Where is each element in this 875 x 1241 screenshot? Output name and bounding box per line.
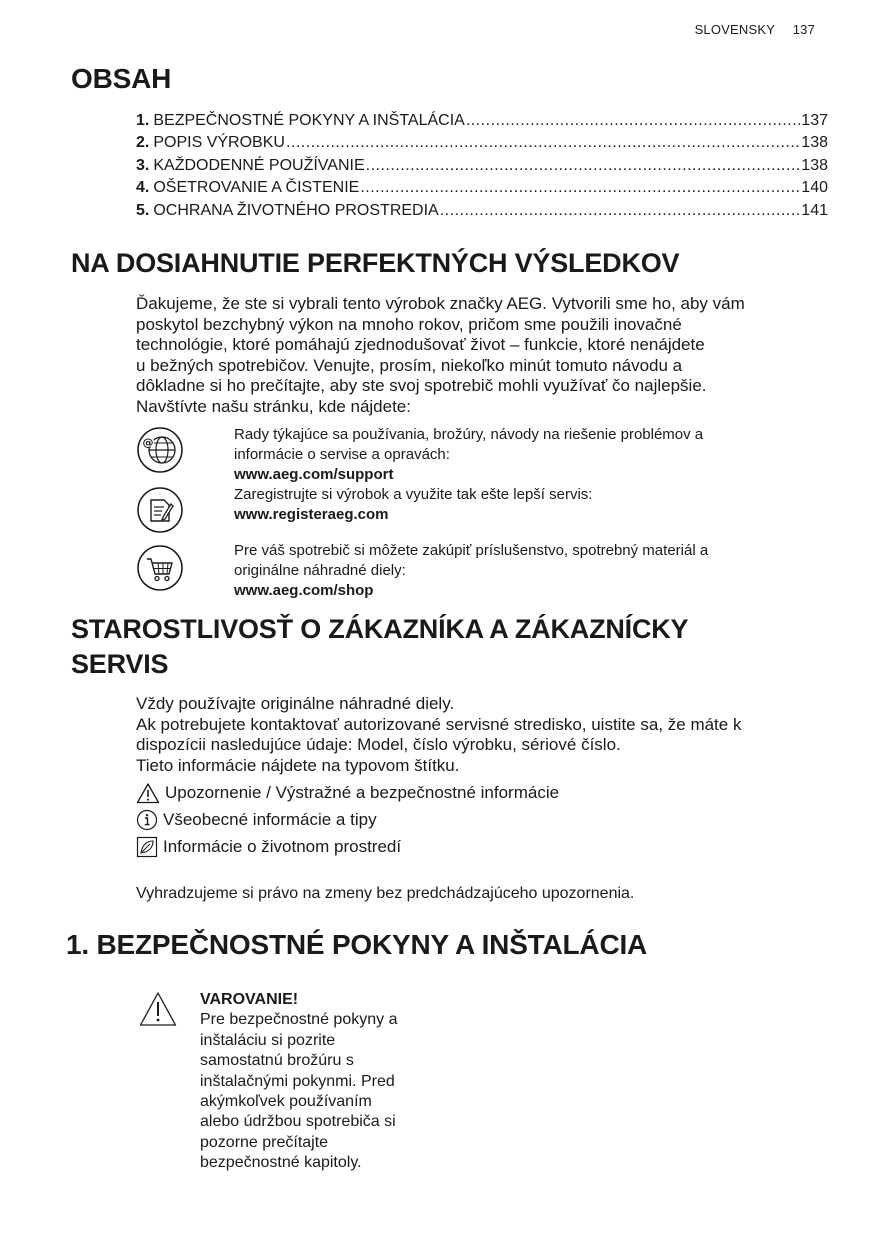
toc-item-number: 5.: [136, 201, 150, 219]
register-document-icon: [136, 486, 184, 534]
shop-link[interactable]: www.aeg.com/shop: [234, 582, 374, 599]
reserve-note: Vyhradzujeme si právo na zmeny bez predchádzajúceho upozornenia.: [136, 885, 635, 902]
care-line: Tieto informácie nájdete na typovom štítku.: [136, 755, 460, 775]
care-line: Ak potrebujete kontaktovať autorizované servisné stredisko, uistite sa, že máte k: [136, 714, 742, 734]
intro-line: Navštívte našu stránku, kde nájdete:: [136, 396, 411, 416]
svg-text:@: @: [142, 436, 154, 449]
contents-heading: OBSAH: [71, 63, 172, 94]
service-shop: [234, 541, 794, 601]
warning-triangle-icon: [139, 991, 177, 1027]
toc-item-page: 138: [801, 156, 828, 174]
care-line: Vždy používajte originálne náhradné diely.: [136, 694, 455, 713]
legend-environment: [136, 836, 401, 858]
info-icon: [136, 809, 158, 831]
support-link[interactable]: www.aeg.com/support: [234, 466, 394, 483]
warning-line: inštaláciu si pozrite: [200, 1031, 336, 1049]
toc-item[interactable]: [136, 132, 828, 154]
toc-leader-dots: [440, 200, 801, 222]
customer-care-heading: [71, 612, 791, 682]
intro-line: Ďakujeme, že ste si vybrali tento výrobok značky AEG. Vytvorili sme ho, aby vám: [136, 294, 745, 313]
table-of-contents: [136, 110, 828, 222]
toc-item-number: 4.: [136, 179, 150, 197]
globe-at-icon: [136, 426, 184, 474]
warning-line: inštalačnými pokynmi. Pred: [200, 1072, 395, 1090]
service-line: Pre váš spotrebič si môžete zakúpiť príslušenstvo, spotrebný materiál a: [234, 542, 709, 559]
legend-text: Informácie o životnom prostredí: [163, 837, 402, 856]
toc-leader-dots: [360, 177, 800, 199]
toc-leader-dots: [466, 110, 800, 132]
customer-care-heading-line: SERVIS: [71, 649, 169, 679]
toc-item-title: POPIS VÝROBKU: [153, 134, 285, 152]
toc-item-page: 137: [801, 112, 828, 129]
page-header: [695, 22, 815, 37]
perfect-results-heading: NA DOSIAHNUTIE PERFEKTNÝCH VÝSLEDKOV: [71, 248, 680, 278]
warning-line: samostatnú brožúru s: [200, 1052, 354, 1070]
toc-item-title: OŠETROVANIE A ČISTENIE: [153, 179, 360, 197]
register-link[interactable]: www.registeraeg.com: [234, 506, 389, 523]
legend-warning: [136, 782, 559, 804]
intro-line: dôkladne si ho prečítajte, aby ste svoj spotrebič mohli využívať čo najlepšie.: [136, 376, 707, 395]
warning-line: pozorne prečítajte: [200, 1133, 329, 1151]
service-line: originálne náhradné diely:: [234, 562, 406, 579]
warning-line: akýmkoľvek používaním: [200, 1093, 372, 1111]
toc-item-page: 141: [801, 201, 828, 219]
warning-triangle-icon: [136, 782, 160, 804]
warning-line: bezpečnostné kapitoly.: [200, 1154, 362, 1172]
warning-line: alebo údržbou spotrebiča si: [200, 1113, 396, 1131]
environment-leaf-icon: [136, 836, 158, 858]
customer-care-heading-line: STAROSTLIVOSŤ O ZÁKAZNÍKA A ZÁKAZNÍCKY: [71, 614, 689, 644]
safety-heading: 1. BEZPEČNOSTNÉ POKYNY A INŠTALÁCIA: [66, 929, 648, 960]
toc-item-number: 2.: [136, 134, 150, 152]
shopping-cart-icon: [136, 544, 184, 592]
intro-line: poskytol bezchybný výkon na mnoho rokov, pričom sme použili inovačné: [136, 314, 682, 334]
warning-line: Pre bezpečnostné pokyny a: [200, 1011, 398, 1029]
legend-text: Všeobecné informácie a tipy: [163, 810, 377, 829]
toc-item-title: OCHRANA ŽIVOTNÉHO PROSTREDIA: [153, 201, 439, 219]
toc-leader-dots: [286, 132, 800, 154]
intro-line: u bežných spotrebičov. Venujte, prosím, niekoľko minút tomuto návodu a: [136, 355, 683, 375]
service-line: informácie o servise a opravách:: [234, 446, 450, 463]
warning-title: VAROVANIE!: [200, 991, 299, 1008]
toc-item-title: KAŽDODENNÉ POUŽÍVANIE: [153, 156, 365, 174]
legend-info: [136, 809, 377, 831]
toc-item[interactable]: [136, 177, 828, 199]
toc-item-page: 140: [801, 179, 828, 197]
toc-item-number: 3.: [136, 156, 150, 174]
care-line: dispozícii nasledujúce údaje: Model, číslo výrobku, sériové číslo.: [136, 735, 621, 754]
intro-line: technológie, ktoré pomáhajú zjednodušovať život – funkcie, ktoré nenájdete: [136, 335, 705, 354]
toc-item-title: BEZPEČNOSTNÉ POKYNY A INŠTALÁCIA: [153, 112, 465, 129]
customer-care-paragraph: [136, 694, 836, 776]
toc-item[interactable]: [136, 110, 828, 132]
header-page-number: 137: [792, 22, 815, 37]
toc-leader-dots: [366, 155, 801, 177]
header-language: SLOVENSKY: [694, 22, 775, 37]
safety-warning: [200, 990, 440, 1174]
legend-text: Upozornenie / Výstražné a bezpečnostné informácie: [165, 783, 560, 802]
service-line: Rady týkajúce sa používania, brožúry, návody na riešenie problémov a: [234, 426, 704, 443]
toc-item[interactable]: [136, 200, 828, 222]
toc-item-number: 1.: [136, 112, 150, 129]
service-line: Zaregistrujte si výrobok a využite tak ešte lepší servis:: [234, 486, 593, 503]
service-support: [234, 425, 794, 485]
service-register: [234, 485, 794, 525]
intro-paragraph: [136, 294, 836, 417]
toc-item[interactable]: [136, 155, 828, 177]
toc-item-page: 138: [801, 134, 828, 152]
